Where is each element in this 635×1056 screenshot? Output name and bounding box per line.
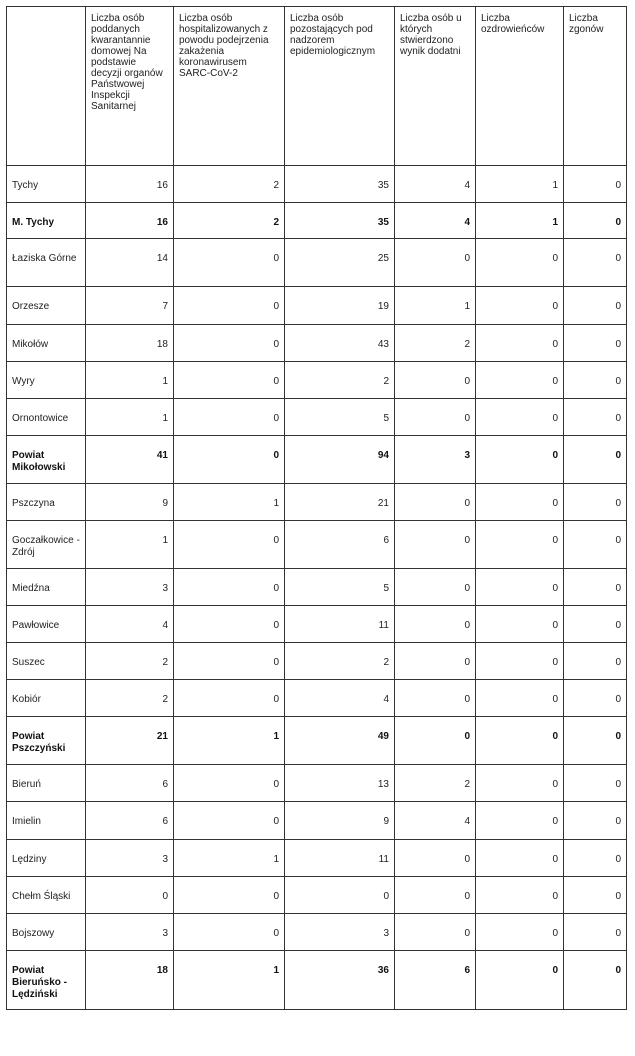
header-cell-deaths: Liczba zgonów <box>564 7 627 166</box>
header-row <box>7 7 627 166</box>
table-row <box>7 802 627 840</box>
value-cell: 0 <box>564 569 627 606</box>
table-row <box>7 680 627 717</box>
table-row <box>7 325 627 362</box>
table-row <box>7 877 627 914</box>
value-cell: 6 <box>86 765 174 802</box>
row-name-cell: Imielin <box>7 802 86 840</box>
value-cell: 0 <box>476 362 564 399</box>
row-name-cell: Tychy <box>7 166 86 203</box>
row-name-cell: Ornontowice <box>7 399 86 436</box>
value-cell: 21 <box>285 484 395 521</box>
table-row <box>7 399 627 436</box>
value-cell: 0 <box>476 914 564 951</box>
table-row <box>7 914 627 951</box>
value-cell: 0 <box>564 484 627 521</box>
table-row <box>7 951 627 1010</box>
value-cell: 0 <box>476 606 564 643</box>
table-row <box>7 840 627 877</box>
value-cell: 0 <box>395 484 476 521</box>
value-cell: 0 <box>476 436 564 484</box>
value-cell: 43 <box>285 325 395 362</box>
value-cell: 0 <box>564 802 627 840</box>
table-row <box>7 521 627 569</box>
value-cell: 0 <box>564 877 627 914</box>
table-row <box>7 717 627 765</box>
value-cell: 0 <box>564 680 627 717</box>
value-cell: 2 <box>86 680 174 717</box>
value-cell: 18 <box>86 951 174 1010</box>
value-cell: 4 <box>395 802 476 840</box>
value-cell: 0 <box>86 877 174 914</box>
value-cell: 0 <box>395 606 476 643</box>
value-cell: 7 <box>86 287 174 325</box>
value-cell: 41 <box>86 436 174 484</box>
value-cell: 0 <box>395 362 476 399</box>
value-cell: 0 <box>476 840 564 877</box>
value-cell: 14 <box>86 239 174 287</box>
header-cell-name <box>7 7 86 166</box>
value-cell: 0 <box>564 717 627 765</box>
value-cell: 0 <box>174 914 285 951</box>
value-cell: 0 <box>174 680 285 717</box>
row-name-cell: Goczałkowice - Zdrój <box>7 521 86 569</box>
value-cell: 0 <box>395 521 476 569</box>
value-cell: 19 <box>285 287 395 325</box>
row-name-cell: Powiat Bieruńsko - Lędziński <box>7 951 86 1010</box>
value-cell: 0 <box>174 436 285 484</box>
value-cell: 0 <box>395 643 476 680</box>
value-cell: 13 <box>285 765 395 802</box>
value-cell: 11 <box>285 840 395 877</box>
value-cell: 1 <box>86 521 174 569</box>
value-cell: 0 <box>285 877 395 914</box>
value-cell: 0 <box>174 239 285 287</box>
value-cell: 0 <box>564 914 627 951</box>
value-cell: 18 <box>86 325 174 362</box>
value-cell: 0 <box>476 484 564 521</box>
value-cell: 2 <box>395 325 476 362</box>
value-cell: 1 <box>395 287 476 325</box>
value-cell: 0 <box>174 399 285 436</box>
table-row <box>7 606 627 643</box>
value-cell: 4 <box>395 203 476 239</box>
row-name-cell: Lędziny <box>7 840 86 877</box>
row-name-cell: M. Tychy <box>7 203 86 239</box>
value-cell: 0 <box>174 606 285 643</box>
table-row <box>7 765 627 802</box>
value-cell: 2 <box>285 362 395 399</box>
value-cell: 0 <box>174 569 285 606</box>
row-name-cell: Wyry <box>7 362 86 399</box>
row-name-cell: Chełm Śląski <box>7 877 86 914</box>
header-cell-quarantine: Liczba osób poddanych kwarantannie domowej Na podstawie decyzji organów Państwowej Inspekcji Sanitarnej <box>86 7 174 166</box>
value-cell: 11 <box>285 606 395 643</box>
header-cell-recovered: Liczba ozdrowieńców <box>476 7 564 166</box>
value-cell: 0 <box>564 399 627 436</box>
value-cell: 6 <box>86 802 174 840</box>
value-cell: 16 <box>86 203 174 239</box>
value-cell: 0 <box>395 680 476 717</box>
value-cell: 0 <box>564 606 627 643</box>
value-cell: 0 <box>174 521 285 569</box>
value-cell: 3 <box>285 914 395 951</box>
value-cell: 1 <box>174 717 285 765</box>
value-cell: 0 <box>395 877 476 914</box>
value-cell: 0 <box>476 569 564 606</box>
value-cell: 0 <box>476 287 564 325</box>
row-name-cell: Miedźna <box>7 569 86 606</box>
value-cell: 94 <box>285 436 395 484</box>
value-cell: 0 <box>476 239 564 287</box>
value-cell: 3 <box>86 569 174 606</box>
header-cell-positive: Liczba osób u których stwierdzono wynik dodatni <box>395 7 476 166</box>
header-cell-hospitalized: Liczba osób hospitalizowanych z powodu podejrzenia zakażenia koronawirusem SARC-CoV-2 <box>174 7 285 166</box>
table-row <box>7 436 627 484</box>
value-cell: 0 <box>564 840 627 877</box>
value-cell: 9 <box>86 484 174 521</box>
value-cell: 0 <box>174 877 285 914</box>
value-cell: 0 <box>564 325 627 362</box>
value-cell: 0 <box>564 239 627 287</box>
value-cell: 0 <box>476 521 564 569</box>
value-cell: 0 <box>174 643 285 680</box>
row-name-cell: Mikołów <box>7 325 86 362</box>
value-cell: 4 <box>285 680 395 717</box>
value-cell: 21 <box>86 717 174 765</box>
value-cell: 2 <box>86 643 174 680</box>
value-cell: 3 <box>86 914 174 951</box>
table-row <box>7 287 627 325</box>
value-cell: 0 <box>476 643 564 680</box>
table-row <box>7 643 627 680</box>
value-cell: 0 <box>395 840 476 877</box>
row-name-cell: Pszczyna <box>7 484 86 521</box>
row-name-cell: Bieruń <box>7 765 86 802</box>
value-cell: 5 <box>285 569 395 606</box>
value-cell: 0 <box>476 399 564 436</box>
row-name-cell: Orzesze <box>7 287 86 325</box>
value-cell: 6 <box>285 521 395 569</box>
value-cell: 0 <box>564 643 627 680</box>
value-cell: 0 <box>564 765 627 802</box>
row-name-cell: Bojszowy <box>7 914 86 951</box>
value-cell: 3 <box>86 840 174 877</box>
value-cell: 2 <box>395 765 476 802</box>
value-cell: 0 <box>564 521 627 569</box>
table-row <box>7 166 627 203</box>
value-cell: 1 <box>476 166 564 203</box>
value-cell: 0 <box>476 765 564 802</box>
value-cell: 2 <box>285 643 395 680</box>
value-cell: 0 <box>174 802 285 840</box>
row-name-cell: Kobiór <box>7 680 86 717</box>
value-cell: 4 <box>395 166 476 203</box>
value-cell: 0 <box>395 239 476 287</box>
row-name-cell: Suszec <box>7 643 86 680</box>
value-cell: 1 <box>86 399 174 436</box>
value-cell: 0 <box>174 287 285 325</box>
value-cell: 3 <box>395 436 476 484</box>
table-row <box>7 362 627 399</box>
value-cell: 0 <box>564 362 627 399</box>
value-cell: 0 <box>476 325 564 362</box>
value-cell: 0 <box>476 877 564 914</box>
value-cell: 0 <box>476 680 564 717</box>
row-name-cell: Łaziska Górne <box>7 239 86 287</box>
value-cell: 1 <box>174 484 285 521</box>
value-cell: 0 <box>564 166 627 203</box>
value-cell: 0 <box>395 569 476 606</box>
value-cell: 0 <box>564 951 627 1010</box>
value-cell: 4 <box>86 606 174 643</box>
value-cell: 0 <box>476 951 564 1010</box>
value-cell: 6 <box>395 951 476 1010</box>
statistics-table <box>6 6 627 1010</box>
value-cell: 25 <box>285 239 395 287</box>
value-cell: 1 <box>86 362 174 399</box>
value-cell: 0 <box>174 325 285 362</box>
table-row <box>7 484 627 521</box>
table-row <box>7 239 627 287</box>
value-cell: 35 <box>285 166 395 203</box>
value-cell: 2 <box>174 203 285 239</box>
table-body <box>7 166 627 1010</box>
row-name-cell: Powiat Pszczyński <box>7 717 86 765</box>
value-cell: 0 <box>564 203 627 239</box>
row-name-cell: Powiat Mikołowski <box>7 436 86 484</box>
value-cell: 49 <box>285 717 395 765</box>
header-cell-supervised: Liczba osób pozostających pod nadzorem epidemiologicznym <box>285 7 395 166</box>
value-cell: 0 <box>564 436 627 484</box>
value-cell: 0 <box>476 717 564 765</box>
value-cell: 0 <box>395 399 476 436</box>
row-name-cell: Pawłowice <box>7 606 86 643</box>
value-cell: 36 <box>285 951 395 1010</box>
value-cell: 9 <box>285 802 395 840</box>
value-cell: 16 <box>86 166 174 203</box>
table-row <box>7 203 627 239</box>
value-cell: 5 <box>285 399 395 436</box>
table-row <box>7 569 627 606</box>
value-cell: 0 <box>395 717 476 765</box>
value-cell: 0 <box>476 802 564 840</box>
value-cell: 35 <box>285 203 395 239</box>
value-cell: 1 <box>174 951 285 1010</box>
value-cell: 0 <box>395 914 476 951</box>
value-cell: 0 <box>174 765 285 802</box>
value-cell: 0 <box>174 362 285 399</box>
value-cell: 1 <box>476 203 564 239</box>
value-cell: 1 <box>174 840 285 877</box>
value-cell: 2 <box>174 166 285 203</box>
value-cell: 0 <box>564 287 627 325</box>
